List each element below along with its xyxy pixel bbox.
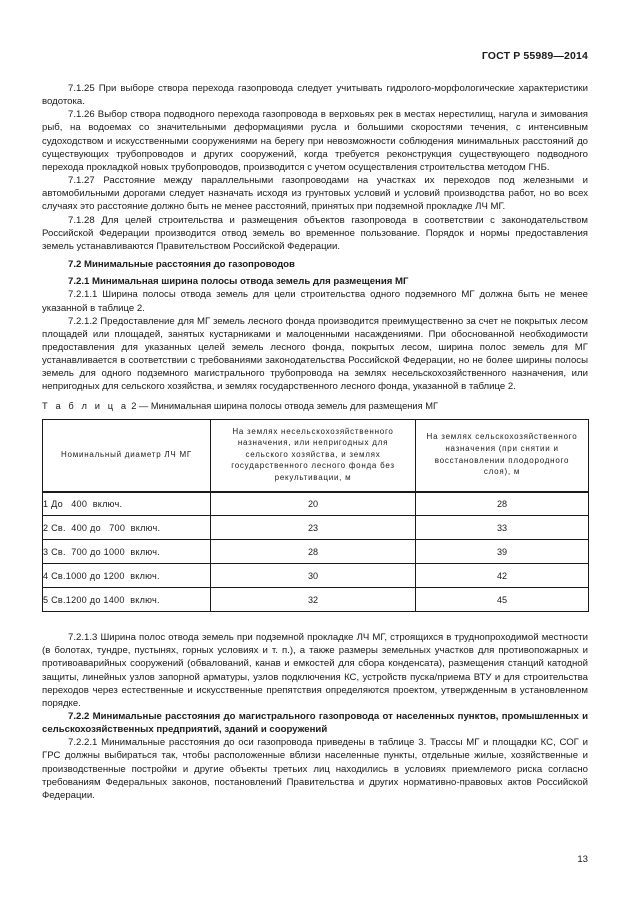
column-header-non-agricultural-lands: На землях несельскохозяйственного назначения, или непригодных для сельского хозяйства, и землях государственного лесного фонда без рекультивации, м: [211, 419, 416, 491]
cell-diameter: 5 Св.1200 до 1400 включ.: [43, 588, 211, 612]
table-2-caption: [42, 400, 588, 413]
table-caption-dash: —: [138, 400, 149, 411]
page-number: 13: [577, 854, 588, 865]
table-body: [43, 492, 589, 612]
cell-non-agricultural: 28: [211, 540, 416, 564]
paragraph-7-1-25: 7.1.25 При выборе створа перехода газопровода следует учитывать гидролого-морфологические характеристики водотока.: [42, 83, 588, 108]
paragraph-7-1-28: 7.1.28 Для целей строительства и размещения объектов газопровода в соответствии с законодательством Российской Федерации производится отвод земель во временное пользование. Порядок и нормы предоставления земель устанавливаются Правительством Российской Федерации.: [42, 214, 588, 252]
cell-non-agricultural: 32: [211, 588, 416, 612]
table-row: [43, 516, 589, 540]
cell-diameter: 1 До 400 включ.: [43, 492, 211, 516]
table-head: [43, 419, 589, 491]
cell-diameter: 4 Св.1000 до 1200 включ.: [43, 564, 211, 588]
table-header-row: [43, 419, 589, 491]
running-header-standard-title: ГОСТ Р 55989—2014: [481, 50, 588, 62]
heading-7-2-1: 7.2.1 Минимальная ширина полосы отвода земель для размещения МГ: [68, 276, 409, 288]
page-content: [42, 82, 588, 802]
cell-agricultural: 42: [416, 564, 589, 588]
cell-agricultural: 28: [416, 492, 589, 516]
paragraph-7-2-1-3: 7.2.1.3 Ширина полос отвода земель при подземной прокладке ЛЧ МГ, строящихся в труднопроходимой местности (в болотах, тундре, пустынях, горных условиях и т. п.), а также размеры земельных участков для противопожарных и противоаварийных сооружений (обвалований, канав и емкостей для сбора конденсата), размещения станций катодной защиты, линейных узлов запорной арматуры, узлов подключения КС, устройств пуска/приема ВТУ и для строительства переходов через естественные и искусственные препятствия определяются проектом, утвержденным в установленном порядке.: [42, 632, 588, 709]
column-header-nominal-diameter: Номинальный диаметр ЛЧ МГ: [43, 419, 211, 491]
table-row: [43, 564, 589, 588]
table-caption-number: 2: [131, 400, 137, 411]
column-header-agricultural-lands: На землях сельскохозяйственного назначения (при снятии и восстановлении плодородного слоя), м: [416, 419, 589, 491]
heading-7-2-2: 7.2.2 Минимальные расстояния до магистрального газопровода от населенных пунктов, промышленных и сельскохозяйственных предприятий, зданий и сооружений: [42, 711, 588, 736]
cell-agricultural: 45: [416, 588, 589, 612]
cell-non-agricultural: 30: [211, 564, 416, 588]
cell-non-agricultural: 20: [211, 492, 416, 516]
paragraph-7-1-26: 7.1.26 Выбор створа подводного перехода газопровода в верховьях рек в местах нерестилищ, нагула и зимования рыб, на водоемах со значительными деформациями русла и большими скоростями течения, с интенсивным судоходством и искусственными сооружениями на берегу при невозможности соблюдения минимальных расстояний до существующих трубопроводов и других сооружений, когда требуется реконструкция существующего подводного перехода прокладкой новых трубопроводов, производится с учетом осуществления строительства методом ГНБ.: [42, 109, 588, 173]
table-row: [43, 588, 589, 612]
table-caption-text: Минимальная ширина полосы отвода земель для размещения МГ: [150, 400, 438, 411]
paragraph-7-2-1-1: 7.2.1.1 Ширина полосы отвода земель для цели строительства одного подземного МГ должна быть не менее указанной в таблице 2.: [42, 289, 588, 314]
paragraph-7-1-27: 7.1.27 Расстояние между параллельными газопроводами на участках их переходов под железными и автомобильными дорогами следует назначать исходя из грунтовых условий и условий производства работ, но во всех случаях это расстояние должно быть не менее расстояний, принятых при подземной прокладке ЛЧ МГ.: [42, 175, 588, 213]
cell-diameter: 2 Св. 400 до 700 включ.: [43, 516, 211, 540]
table-row: [43, 492, 589, 516]
cell-diameter: 3 Св. 700 до 1000 включ.: [43, 540, 211, 564]
table-2-minimum-land-strip-width: [42, 419, 589, 612]
table-row: [43, 540, 589, 564]
spacer: [42, 612, 588, 631]
cell-agricultural: 39: [416, 540, 589, 564]
table-caption-label: Т а б л и ц а: [42, 400, 129, 411]
cell-agricultural: 33: [416, 516, 589, 540]
paragraph-7-2-1-2: 7.2.1.2 Предоставление для МГ земель лесного фонда производится преимущественно за счет не покрытых лесом площадей или площадей, занятых кустарниками и малоценными насаждениями. При обоснованной необходимости предоставления для указанных целей земель лесного фонда, покрытых лесом, ширина полос земель для МГ устанавливается в соответствии с требованиями законодательства Российской Федерации, но не более ширины полосы земель для одного подземного магистрального трубопровода на землях несельскохозяйственного назначения, или непригодных для сельского хозяйства, и землях государственного лесного фонда, указанной в таблице 2.: [42, 315, 588, 393]
paragraph-7-2-2-1: 7.2.2.1 Минимальные расстояния до оси газопровода приведены в таблице 3. Трассы МГ и площадки КС, СОГ и ГРС должны выбираться так, чтобы расположенные вблизи населенные пункты, отдельные жилые, хозяйственные и производственные постройки и другие объекты третьих лиц находились в условиях приемлемого риска согласно требованиям Федеральных законов, постановлений Правительства и других нормативно-правовых актов Российской Федерации.: [42, 737, 588, 801]
heading-7-2: 7.2 Минимальные расстояния до газопроводов: [68, 258, 295, 270]
cell-non-agricultural: 23: [211, 516, 416, 540]
